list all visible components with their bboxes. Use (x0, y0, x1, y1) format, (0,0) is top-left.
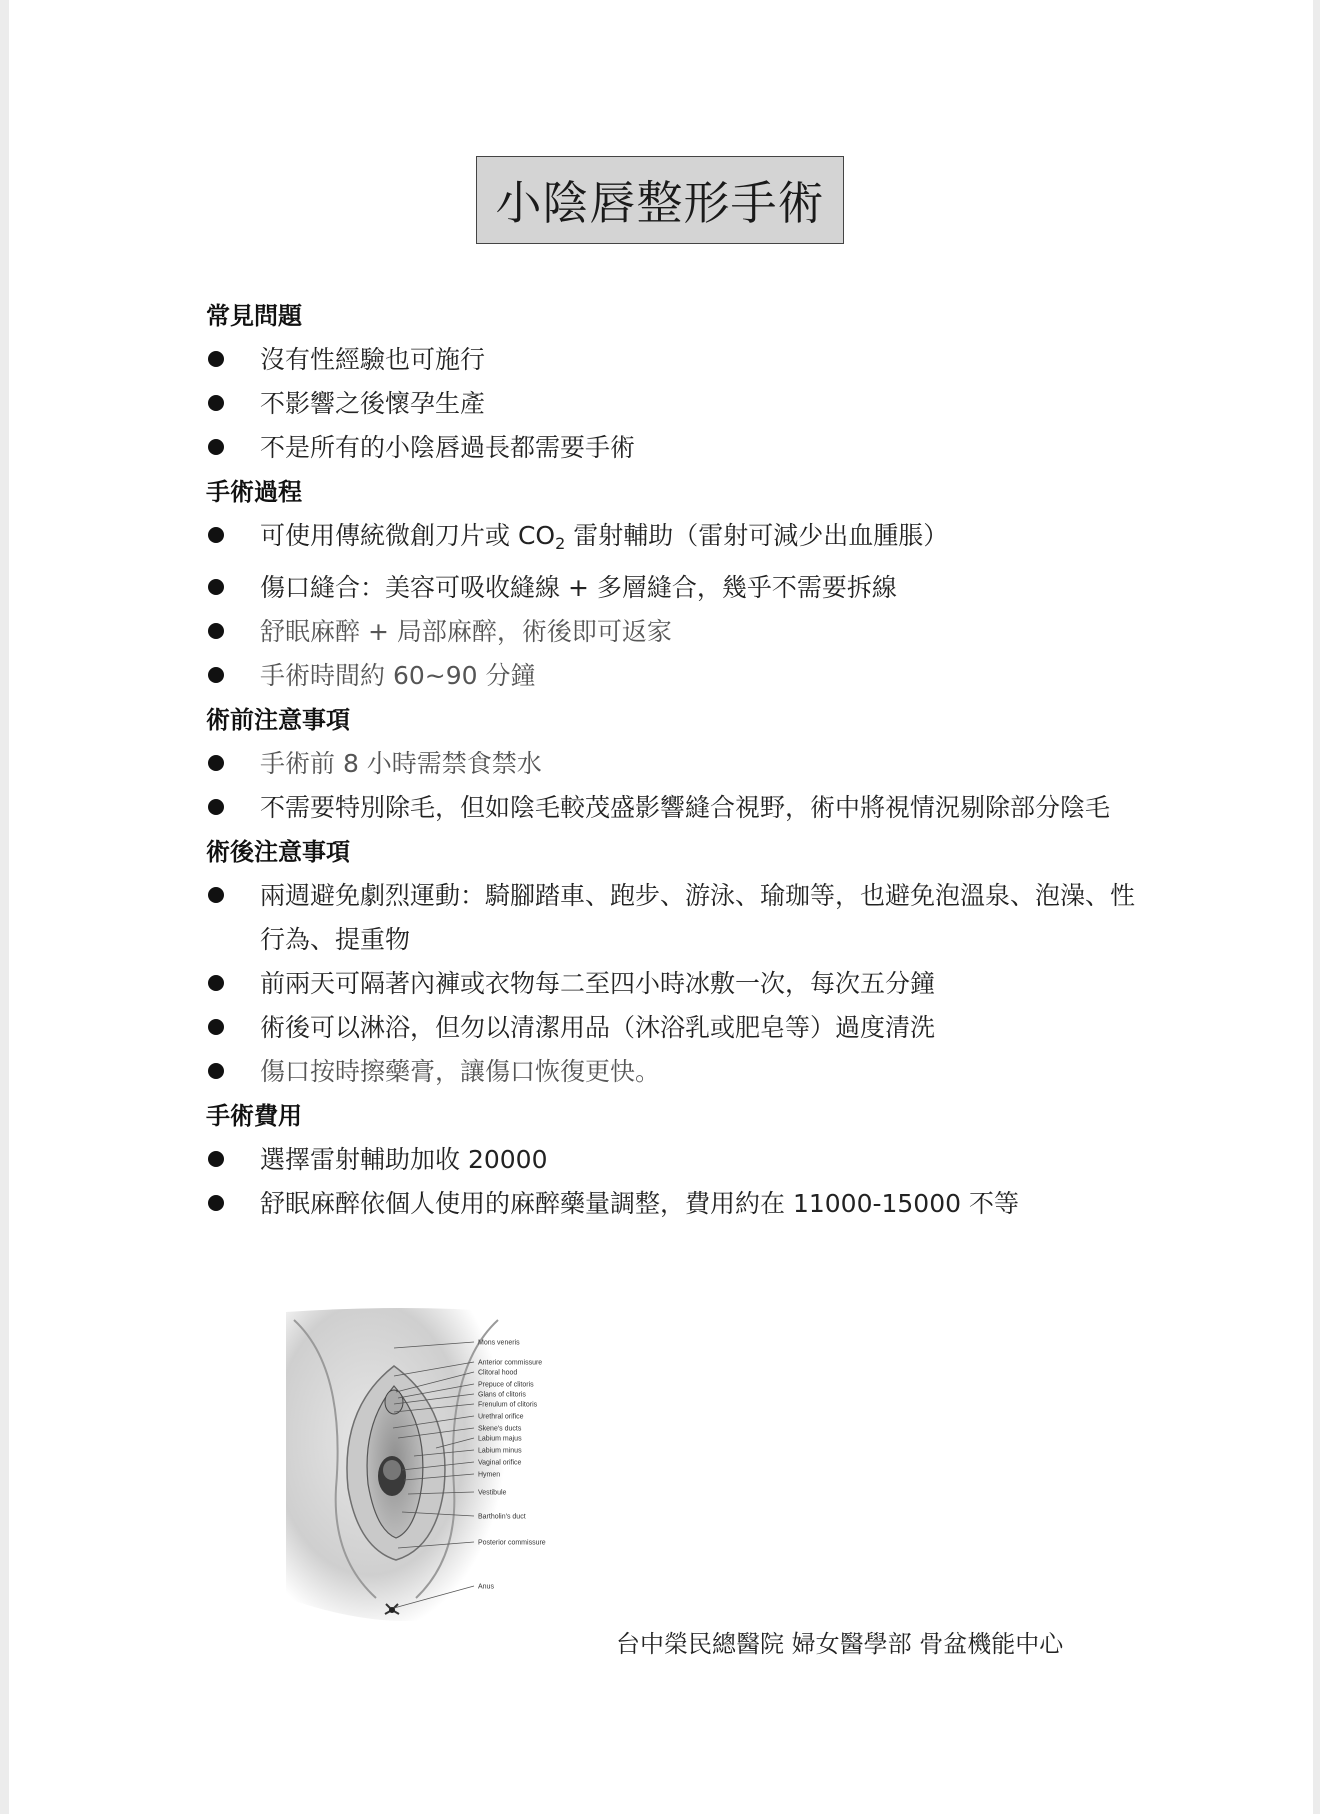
diagram-label: Labium minus (478, 1447, 522, 1455)
list-item: 手術時間約 60~90 分鐘 (206, 654, 1136, 698)
diagram-label: Frenulum of clitoris (478, 1401, 538, 1409)
bullet-icon (208, 351, 224, 367)
diagram-label: Bartholin's duct (478, 1513, 526, 1521)
list-item: 手術前 8 小時需禁食禁水 (206, 742, 1136, 786)
bullet-icon (208, 799, 224, 815)
page-left-edge (0, 0, 9, 1814)
diagram-label: Skene's ducts (478, 1425, 522, 1433)
anatomy-diagram (286, 1298, 648, 1644)
diagram-label: Glans of clitoris (478, 1391, 526, 1399)
list-item: 不影響之後懷孕生產 (206, 382, 1136, 426)
diagram-label: Hymen (478, 1471, 501, 1479)
page-title: 小陰唇整形手術 (476, 156, 844, 244)
list-item: 舒眠麻醉依個人使用的麻醉藥量調整，費用約在 11000-15000 不等 (206, 1182, 1136, 1226)
bullet-icon (208, 1195, 224, 1211)
diagram-label: Anus (478, 1583, 494, 1591)
list-item: 前兩天可隔著內褲或衣物每二至四小時冰敷一次，每次五分鐘 (206, 962, 1136, 1006)
bullet-icon (208, 887, 224, 903)
bullet-icon (208, 667, 224, 683)
bullet-icon (208, 527, 224, 543)
bullet-icon (208, 1151, 224, 1167)
diagram-label: Vaginal orifice (478, 1459, 522, 1467)
section-heading-post-op: 術後注意事項 (206, 838, 350, 866)
diagram-label: Posterior commissure (478, 1539, 546, 1547)
list-item: 不是所有的小陰唇過長都需要手術 (206, 426, 1136, 470)
page-right-edge (1313, 0, 1320, 1814)
section-heading-pre-op: 術前注意事項 (206, 706, 350, 734)
diagram-label: Mons veneris (478, 1339, 520, 1347)
diagram-label: Anterior commissure (478, 1359, 543, 1367)
bullet-icon (208, 395, 224, 411)
diagram-label: Vestibule (478, 1489, 507, 1497)
list-item: 不需要特別除毛，但如陰毛較茂盛影響縫合視野，術中將視情況剔除部分陰毛 (206, 786, 1136, 830)
bullet-icon (208, 1019, 224, 1035)
bullet-icon (208, 755, 224, 771)
anatomy-illustration (286, 1298, 648, 1644)
section-heading-fees: 手術費用 (206, 1102, 302, 1130)
list-item: 兩週避免劇烈運動：騎腳踏車、跑步、游泳、瑜珈等，也避免泡溫泉、泡澡、性行為、提重物 (206, 874, 1136, 962)
list-item: 傷口按時擦藥膏，讓傷口恢復更快。 (206, 1050, 1136, 1094)
bullet-icon (208, 439, 224, 455)
content-body (206, 294, 1136, 1226)
bullet-icon (208, 1063, 224, 1079)
list-item: 傷口縫合：美容可吸收縫線 + 多層縫合，幾乎不需要拆線 (206, 566, 1136, 610)
bullet-icon (208, 579, 224, 595)
diagram-label: Prepuce of clitoris (478, 1381, 534, 1389)
list-item: 選擇雷射輔助加收 20000 (206, 1138, 1136, 1182)
bullet-icon (208, 623, 224, 639)
list-item: 舒眠麻醉 + 局部麻醉，術後即可返家 (206, 610, 1136, 654)
list-item: 沒有性經驗也可施行 (206, 338, 1136, 382)
list-item: 可使用傳統微創刀片或 $CO_2$ 雷射輔助（雷射可減少出血腫脹） (206, 514, 1136, 566)
diagram-label: Urethral orifice (478, 1413, 524, 1421)
section-heading-faq: 常見問題 (206, 302, 302, 330)
diagram-label: Clitoral hood (478, 1369, 518, 1377)
bullet-icon (208, 975, 224, 991)
footer-institution: 台中榮民總醫院 婦女醫學部 骨盆機能中心 (616, 1630, 1064, 1658)
list-item: 術後可以淋浴，但勿以清潔用品（沐浴乳或肥皂等）過度清洗 (206, 1006, 1136, 1050)
diagram-label: Labium majus (478, 1435, 522, 1443)
section-heading-process: 手術過程 (206, 478, 302, 506)
